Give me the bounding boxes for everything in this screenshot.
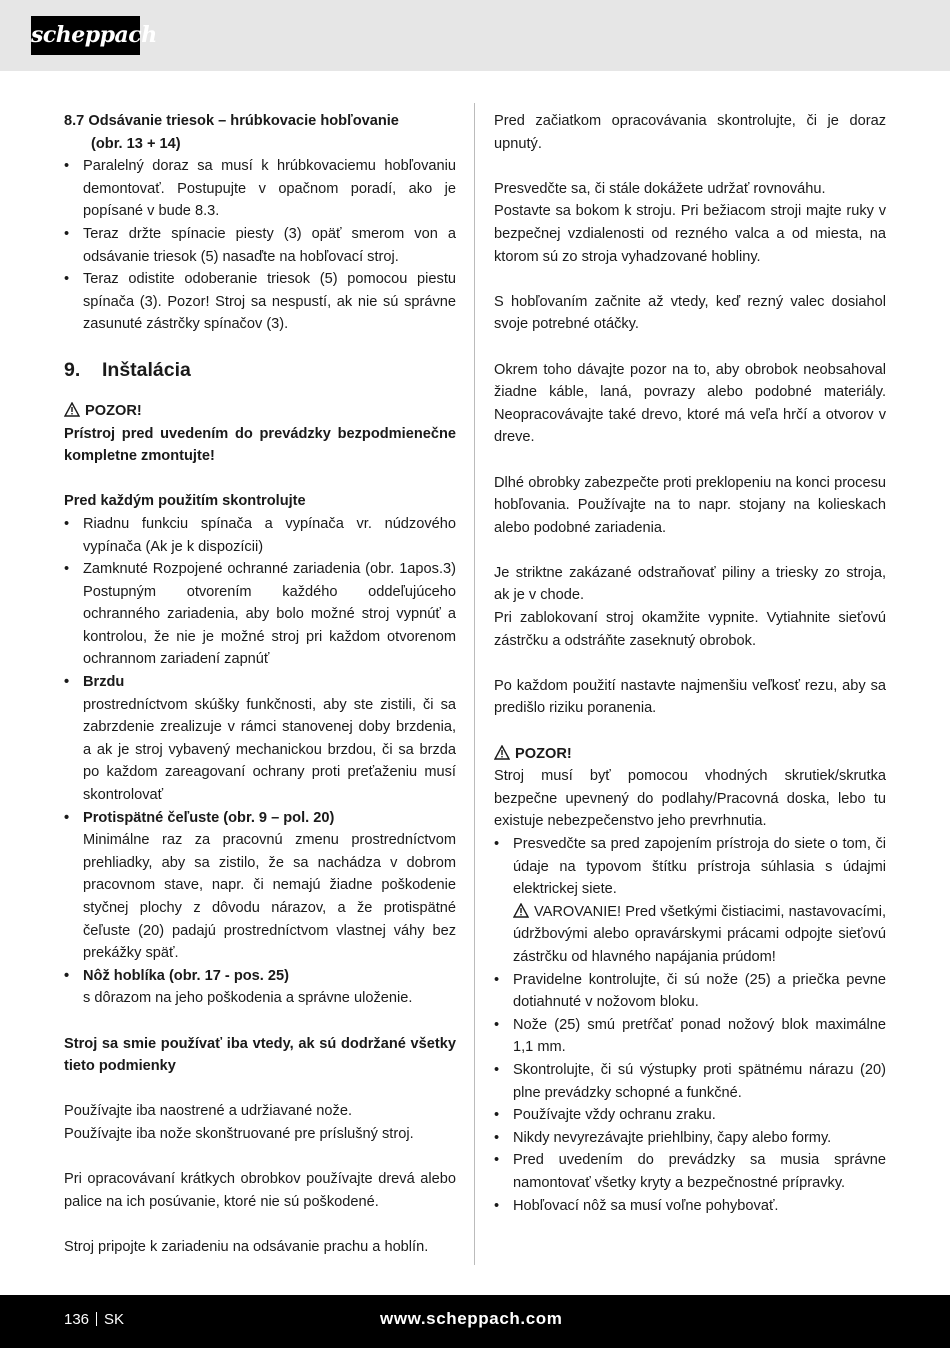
- page-number: 136 SK: [64, 1311, 125, 1328]
- paragraph: Pred začiatkom opracovávania skontrolujte, či je doraz upnutý.: [494, 113, 886, 152]
- paragraph: Postavte sa bokom k stroju. Pri bežiacom stroji majte ruky v bezpečnej vzdialenosti od rezného valca a od miesta, na ktorom sú zo stroja vyhadzované hobliny.: [494, 203, 886, 265]
- conditions-text: Stroj sa smie používať iba vtedy, ak sú dodržané všetky tieto podmienky: [64, 1035, 456, 1075]
- list-item-jaws: • Protispätné čeľuste (obr. 9 – pol. 20) Minimálne raz za pracovnú zmenu prostredníctvom prehliadky, aby sa zistilo, že sa nachádza v dobrom pracovnom stave, napr. či nemajú žiadne poškodenie styčnej plochy z dôvodu nárazov, a že protispätné čeľuste (20) padajú prostredníctvom vlastnej váhy bez prekážky späť.: [64, 807, 456, 965]
- short-workpiece-text: Pri opracovávaní krátkych obrobkov používajte drevá alebo palice na ich posúvanie, ktoré nie sú poškodené.: [64, 1171, 456, 1210]
- list-item: • Hobľovací nôž sa musí voľne pohybovať.: [494, 1195, 886, 1218]
- website-url: www.scheppach.com: [380, 1309, 563, 1328]
- section-8-7-title: 8.7 Odsávanie triesok – hrúbkovacie hobľovanie (obr. 13 + 14): [64, 113, 399, 152]
- right-column: [494, 110, 886, 1217]
- list-item: • Pred uvedením do prevádzky sa musia správne namontovať všetky kryty a bezpečnostné prípravky.: [494, 1149, 886, 1194]
- list-item: • Paralelný doraz sa musí k hrúbkovaciemu hobľovaniu demontovať. Postupujte v opačnom poradí, ako je popísané v bude 8.3.: [64, 155, 456, 223]
- brand-logo: scheppach: [31, 16, 140, 55]
- paragraph: Po každom použití nastavte najmenšiu veľkosť rezu, aby sa predišlo riziku poranenia.: [494, 677, 886, 717]
- paragraph: Je striktne zakázané odstraňovať piliny a triesky zo stroja, ak je v chode.: [494, 564, 886, 604]
- list-item: • Presvedčte sa pred zapojením prístroja do siete o tom, či údaje na typovom štítku prístroja súhlasia s údajmi elektrickej siete. VAROVANIE! Pred všetkými čistiacimi, nastavovacími, údržbovými alebo opravárskymi prácami odpojte sieťovú zástrčku od hlavného napájania prúdom!: [494, 833, 886, 969]
- dust-extraction-text: Stroj pripojte k zariadeniu na odsávanie prachu a hoblín.: [64, 1238, 429, 1255]
- list-item: • Teraz odistite odoberanie triesok (5) pomocou piestu spínača (3). Pozor! Stroj sa nespustí, ak nie sú správne zasunuté zástrčky spínačov (3).: [64, 268, 456, 336]
- warning-text: Prístroj pred uvedením do prevádzky bezpodmienečne kompletne zmontujte!: [64, 425, 456, 465]
- list-item: • Riadnu funkciu spínača a vypínača vr. núdzového vypínača (Ak je k dispozícii): [64, 513, 456, 558]
- list-item: • Nože (25) smú pretŕčať ponad nožový blok maximálne 1,1 mm.: [494, 1014, 886, 1059]
- warning-label: POZOR!: [494, 743, 886, 766]
- list-item: • Používajte vždy ochranu zraku.: [494, 1104, 886, 1127]
- warning-label: POZOR!: [64, 400, 456, 423]
- column-divider: [474, 103, 475, 1265]
- page-footer: [0, 1295, 950, 1348]
- list-item: • Nikdy nevyrezávajte priehlbiny, čapy alebo formy.: [494, 1127, 886, 1150]
- paragraph: Presvedčte sa, či stále dokážete udržať rovnováhu.: [494, 180, 826, 197]
- list-item: • Pravidelne kontrolujte, či sú nože (25) a priečka pevne dotiahnuté v nožovom bloku.: [494, 969, 886, 1014]
- list-item: • Zamknuté Rozpojené ochranné zariadenia (obr. 1apos.3) Postupným otvorením každého oddeľujúceho ochranného zariadenia, aby bolo možné stroj vypnúť a kontrolou, že nie je možné stroj pri každom otvorenom ochrannom zariadení zapnúť: [64, 558, 456, 671]
- list-item: • Teraz držte spínacie piesty (3) opäť smerom von a odsávanie triesok (5) nasaďte na hobľovací stroj.: [64, 223, 456, 268]
- warning-text: Stroj musí byť pomocou vhodných skrutiek/skrutka bezpečne upevnený do podlahy/Pracovná doska, lebo tu existuje nebezpečenstvo jeho prevrhnutia.: [494, 768, 886, 830]
- warning-icon: [64, 402, 80, 417]
- use-line-2: Používajte iba nože skonštruované pre príslušný stroj.: [64, 1125, 414, 1142]
- section-8-7-list: [64, 155, 456, 336]
- paragraph: Okrem toho dávajte pozor na to, aby obrobok neobsahoval žiadne káble, laná, povrazy alebo podobné materiály. Neopracovávajte také drevo, ktoré má veľa hrčí a otvorov v dreve.: [494, 361, 886, 446]
- safety-list: [494, 833, 886, 1217]
- list-item-knife: • Nôž hoblíka (obr. 17 - pos. 25) s dôrazom na jeho poškodenia a správne uloženie.: [64, 965, 456, 1010]
- section-9-heading: 9. Inštalácia: [64, 358, 191, 381]
- page-header: [0, 0, 950, 71]
- paragraph: S hobľovaním začnite až vtedy, keď rezný valec dosiahol svoje potrebné otáčky.: [494, 293, 886, 333]
- warning-icon: [494, 745, 510, 760]
- use-line-1: Používajte iba naostrené a udržiavané nože.: [64, 1103, 353, 1120]
- left-column: [64, 110, 456, 1259]
- paragraph: Pri zablokovaní stroj okamžite vypnite. Vytiahnite sieťovú zástrčku a odstráňte zaseknutý obrobok.: [494, 610, 886, 649]
- warning-icon: [513, 903, 529, 918]
- list-item: • Skontrolujte, či sú výstupky proti spätnému nárazu (20) plne prevádzky schopné a funkčné.: [494, 1059, 886, 1104]
- paragraph: Dlhé obrobky zabezpečte proti preklopeniu na konci procesu hobľovania. Používajte na to napr. stojany na kolieskach alebo podobné zariadenia.: [494, 474, 886, 536]
- check-list: [64, 513, 456, 1010]
- list-item-brake: • Brzdu prostredníctvom skúšky funkčnosti, aby ste zistili, či sa zabrzdenie zrealizuje v rámci stanovenej doby brzdenia, a ak je stroj vybavený mechanickou brzdou, či sa brzda po každom zareagovaní ochrany proti preťaženiu musí skontrolovať: [64, 671, 456, 807]
- check-title: Pred každým použitím skontrolujte: [64, 493, 306, 510]
